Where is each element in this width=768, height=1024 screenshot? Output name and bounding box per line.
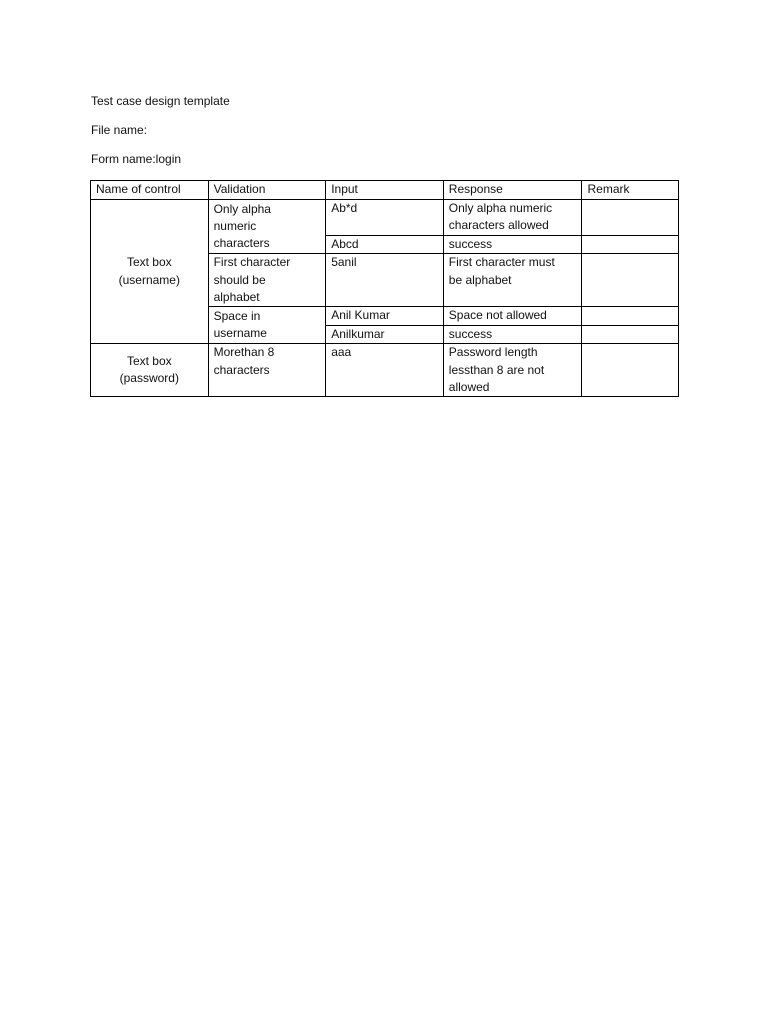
cell-response: First character must be alphabet (443, 254, 582, 307)
cell-remark (582, 200, 679, 236)
cell-input: Ab*d (326, 200, 444, 236)
cell-remark (582, 254, 679, 307)
cell-validation: Space in username (208, 307, 326, 344)
test-case-table-body (91, 200, 679, 397)
cell-response: Space not allowed (443, 307, 582, 325)
cell-validation: Morethan 8 characters (208, 344, 326, 397)
file-name-label: File name: (91, 123, 148, 137)
cell-validation: First character should be alphabet (208, 254, 326, 307)
cell-name-of-control: Text box (password) (91, 344, 209, 397)
cell-response: success (443, 235, 582, 253)
cell-input: Anilkumar (326, 325, 444, 343)
document-title: Test case design template (91, 94, 230, 108)
cell-remark (582, 307, 679, 325)
cell-input: aaa (326, 344, 444, 397)
header-validation: Validation (208, 181, 326, 200)
header-input: Input (326, 181, 444, 200)
cell-name-of-control: Text box (username) (91, 200, 209, 344)
cell-response: Password length lessthan 8 are not allowed (443, 344, 582, 397)
header-name-of-control: Name of control (91, 181, 209, 200)
table-row (91, 200, 679, 236)
cell-response: Only alpha numeric characters allowed (443, 200, 582, 236)
cell-input: Anil Kumar (326, 307, 444, 325)
form-name-label: Form name:login (91, 152, 182, 166)
table-header-row (91, 181, 679, 200)
cell-input: 5anil (326, 254, 444, 307)
header-remark: Remark (582, 181, 679, 200)
header-response: Response (443, 181, 582, 200)
cell-remark (582, 325, 679, 343)
cell-remark (582, 344, 679, 397)
table-row (91, 344, 679, 397)
cell-remark (582, 235, 679, 253)
cell-input: Abcd (326, 235, 444, 253)
cell-response: success (443, 325, 582, 343)
test-case-table (90, 180, 679, 397)
cell-validation: Only alpha numeric characters (208, 200, 326, 254)
